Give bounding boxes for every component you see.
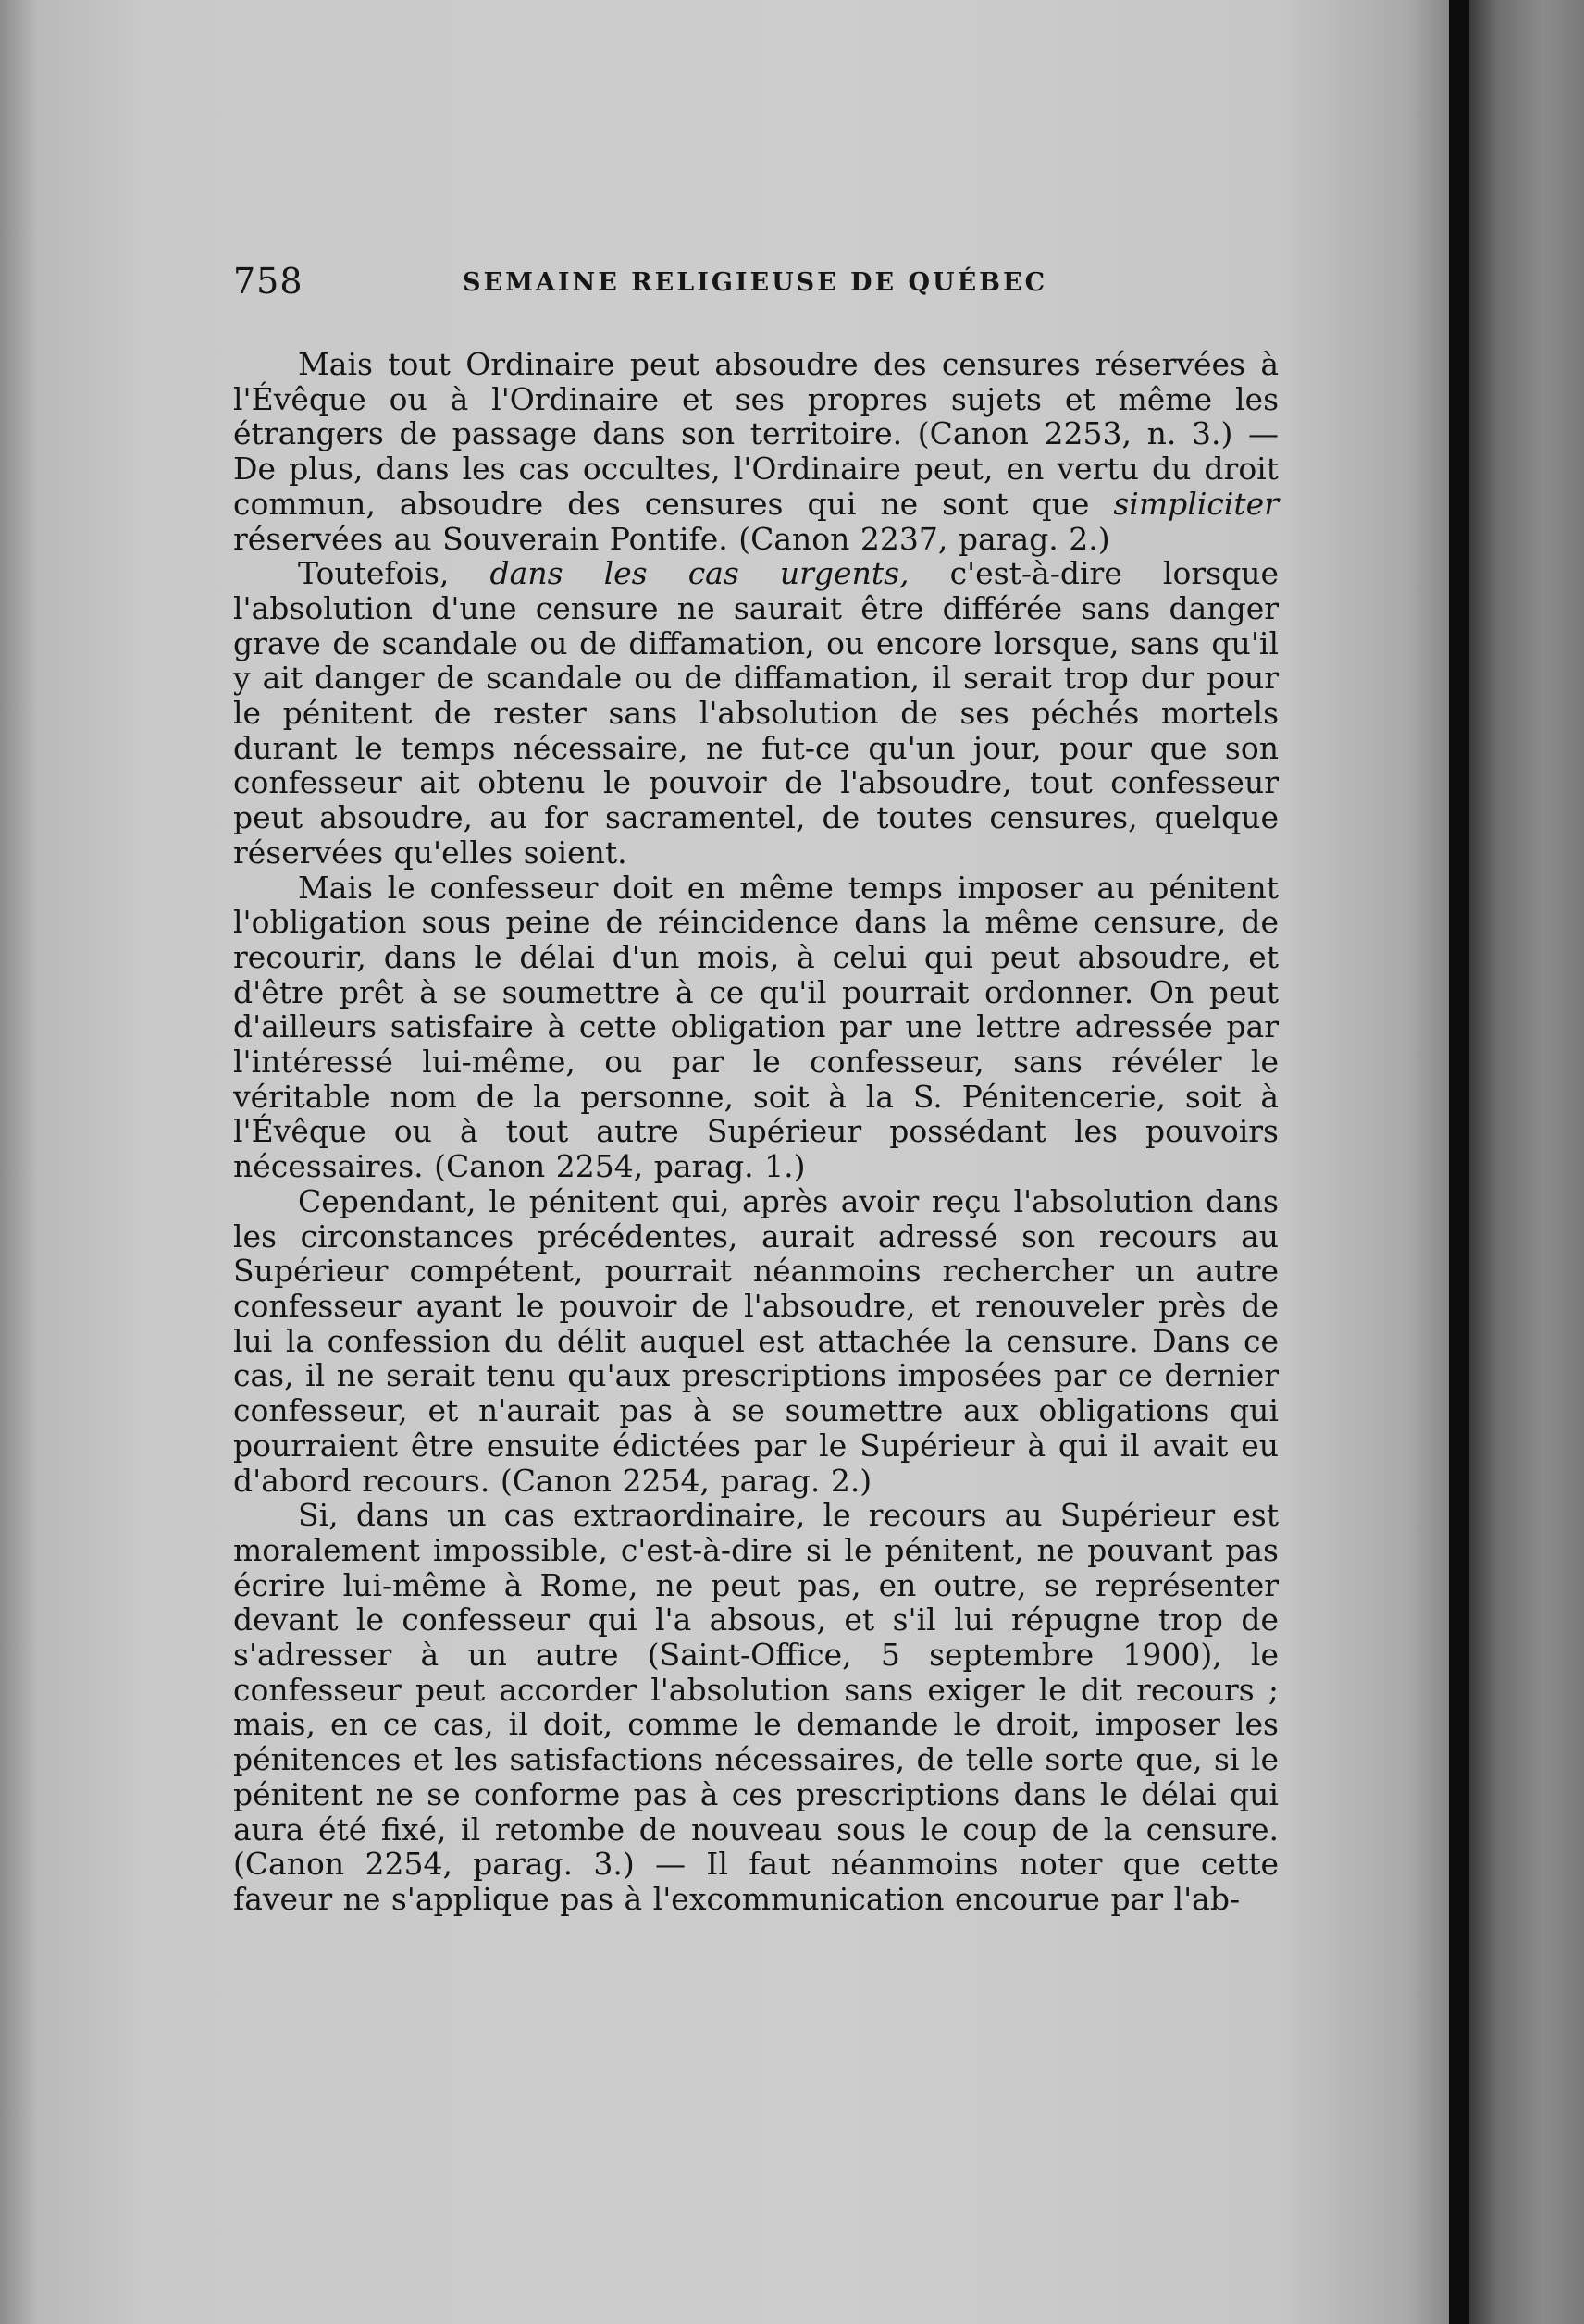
adjacent-page-edge <box>1469 0 1584 2324</box>
paragraph-1-text-a: Mais tout Ordinaire peut absoudre des censures réservées à l'Évêque ou à l'Ordinaire et ses propres sujets et même les étrangers de passage dans son territoire. (Canon 2253, n. 3.) — De plus, dans les cas occultes, l'Ordinaire peut, en vertu du droit commun, absoudre des censures qui ne sont que <box>233 346 1279 522</box>
page-gutter-shadow <box>1449 0 1469 2324</box>
paragraph-2-italic: dans les cas urgents, <box>489 555 910 592</box>
paragraph-4-text-a: Cependant, le pénitent qui, après avoir reçu l'absolution dans les circonstances précédentes, aurait adressé son recours au Supérieur compétent, pourrait néanmoins rechercher un autre confesseur ayant le pouvoir de l'absoudre, et renouveler près de lui la confession du délit auquel est attachée la censure. Dans ce cas, il ne serait tenu qu'aux prescriptions imposées par ce dernier confesseur, et n'aurait pas à se soumettre aux obligations qui pourraient être ensuite édictées par le Supérieur à qui il avait eu d'abord recours. (Canon 2254, parag. 2.) <box>233 1182 1279 1499</box>
paragraph-1-italic: simpliciter <box>1113 485 1279 522</box>
paragraph-3 <box>233 871 1279 1184</box>
body-text <box>233 347 1279 1917</box>
paragraph-5 <box>233 1498 1279 1916</box>
page-number: 758 <box>233 261 303 302</box>
page-header <box>233 261 1288 316</box>
paragraph-1 <box>233 347 1279 556</box>
paragraph-5-text-a: Si, dans un cas extraordinaire, le recours au Supérieur est moralement impossible, c'est-à-dire si le pénitent, ne pouvant pas écrire lui-même à Rome, ne peut pas, en outre, se représenter devant le confesseur qui l'a absous, et s'il lui répugne trop de s'adresser à un autre (Saint-Office, 5 septembre 1900), le confesseur peut accorder l'absolution sans exiger le dit recours ; mais, en ce cas, il doit, comme le demande le droit, imposer les pénitences et les satisfactions nécessaires, de telle sorte que, si le pénitent ne se conforme pas à ces prescriptions dans le délai qui aura été fixé, il retombe de nouveau sous le coup de la censure. (Canon 2254, parag. 3.) — Il faut néanmoins noter que cette faveur ne s'applique pas à l'excommunication encourue par l'ab- <box>233 1497 1279 1917</box>
paragraph-1-text-b: réservées au Souverain Pontife. (Canon 2237, parag. 2.) <box>233 520 1110 557</box>
paragraph-4 <box>233 1184 1279 1498</box>
running-title: SEMAINE RELIGIEUSE DE QUÉBEC <box>463 268 1048 297</box>
paragraph-2 <box>233 556 1279 870</box>
paragraph-3-text-a: Mais le confesseur doit en même temps imposer au pénitent l'obligation sous peine de réincidence dans la même censure, de recourir, dans le délai d'un mois, à celui qui peut absoudre, et d'être prêt à se soumettre à ce qu'il pourrait ordonner. On peut d'ailleurs satisfaire à cette obligation par une lettre adressée par l'intéressé lui-même, ou par le confesseur, sans révéler le véritable nom de la personne, soit à la S. Pénitencerie, soit à l'Évêque ou à tout autre Supérieur possédant les pouvoirs nécessaires. (Canon 2254, parag. 1.) <box>233 869 1279 1185</box>
paragraph-2-text-a: Toutefois, <box>298 555 490 592</box>
paragraph-2-text-b: c'est-à-dire lorsque l'absolution d'une censure ne saurait être différée sans danger grave de scandale ou de diffamation, ou encore lorsque, sans qu'il y ait danger de scandale ou de diffamation, il serait trop dur pour le pénitent de rester sans l'absolution de ses péchés mortels durant le temps nécessaire, ne fut-ce qu'un jour, pour que son confesseur ait obtenu le pouvoir de l'absoudre, tout confesseur peut absoudre, au for sacramentel, de toutes censures, quelque réservées qu'elles soient. <box>233 555 1279 871</box>
